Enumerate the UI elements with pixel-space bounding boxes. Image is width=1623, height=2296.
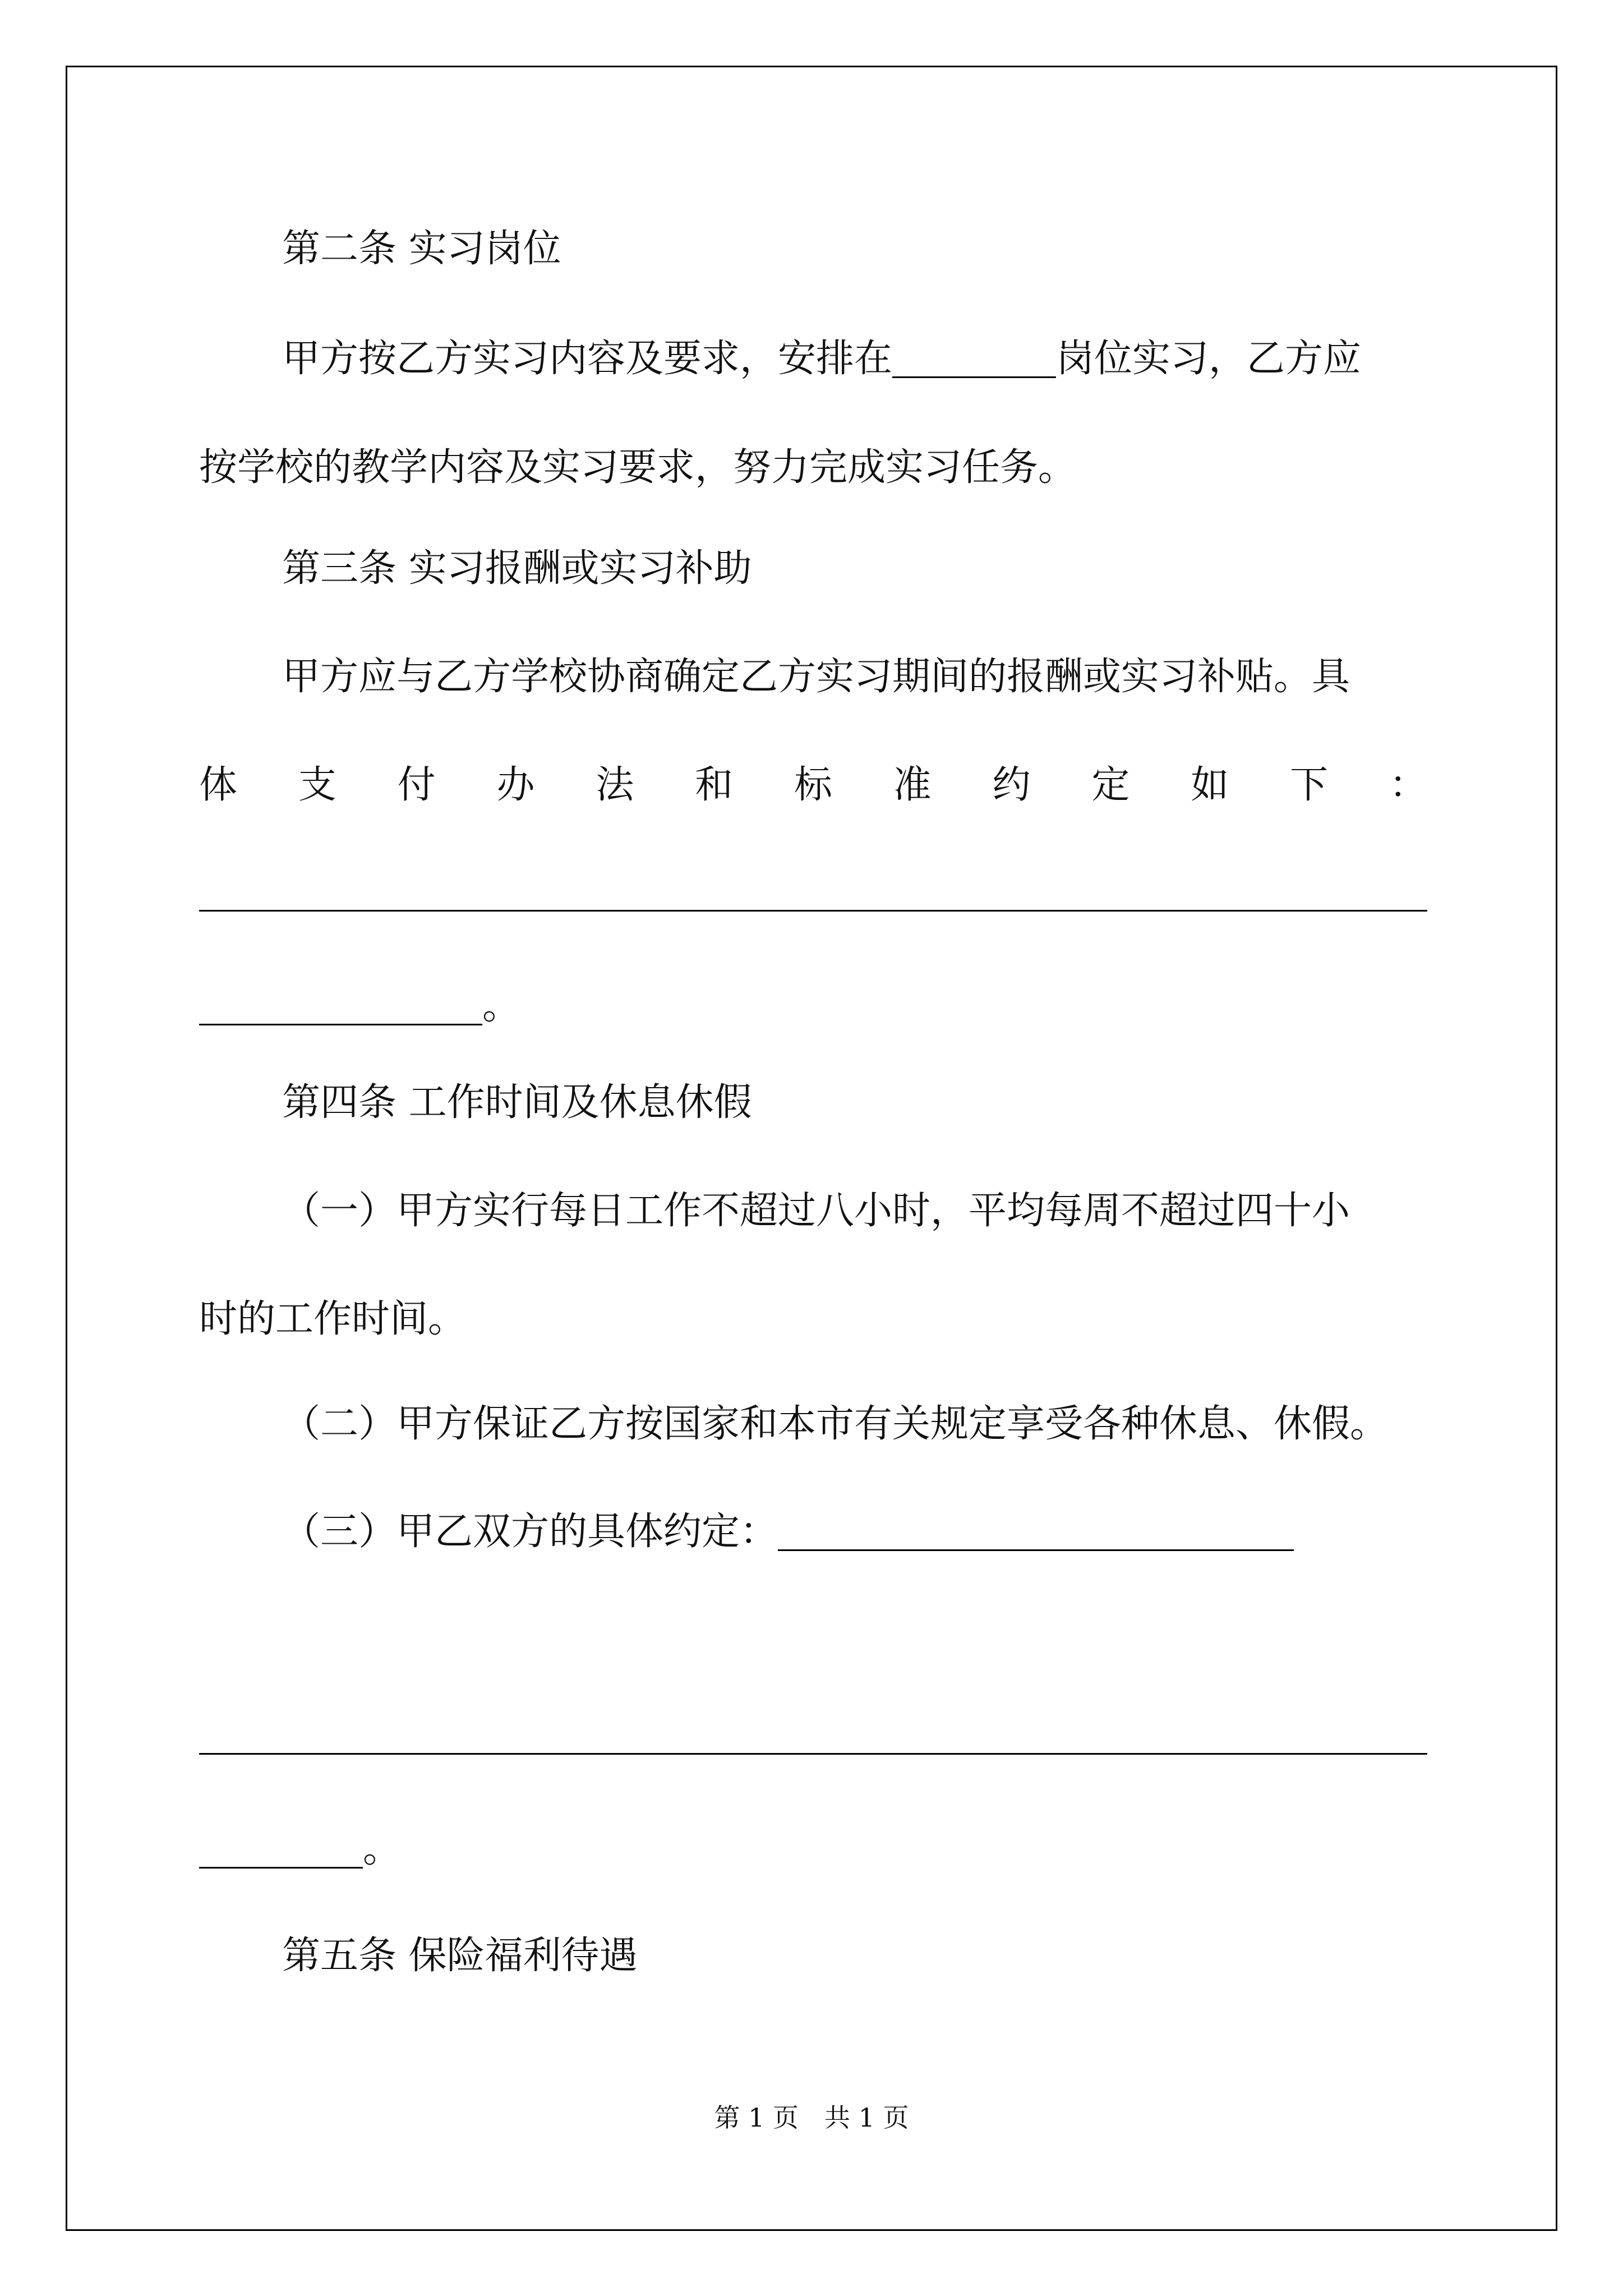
article2-paragraph-line1 (282, 337, 1362, 381)
article4-item1-line2: 时的工作时间。 (199, 1297, 467, 1341)
article2-text-before: 甲方按乙方实习内容及要求，安排在 (282, 337, 893, 381)
article4-item3 (282, 1510, 1294, 1554)
period-mark: 。 (482, 984, 521, 1028)
char: 和 (695, 763, 734, 807)
payment-blank-line (199, 910, 1427, 912)
article3-paragraph-line1: 甲方应与乙方学校协商确定乙方实习期间的报酬或实习补贴。具 (282, 655, 1350, 699)
char: 付 (397, 763, 436, 807)
article2-text-after: 岗位实习，乙方应 (1056, 337, 1362, 381)
article2-paragraph-line2: 按学校的教学内容及实习要求，努力完成实习任务。 (199, 445, 1077, 490)
char: 标 (794, 763, 832, 807)
period-mark: 。 (363, 1827, 402, 1871)
article3-paragraph-line2 (199, 763, 1427, 807)
agreement-blank-end (199, 1827, 402, 1871)
char: 准 (893, 763, 932, 807)
payment-blank-short (199, 988, 482, 1025)
char: 下 (1290, 763, 1329, 807)
char: 如 (1191, 763, 1229, 807)
page-number: 第 1 页 共 1 页 (714, 2102, 909, 2133)
article4-item2: （二）甲方保证乙方按国家和本市有关规定享受各种休息、休假。 (282, 1402, 1389, 1446)
char: ： (1389, 763, 1427, 807)
char: 法 (596, 763, 634, 807)
char: 体 (199, 763, 238, 807)
char: 办 (496, 763, 535, 807)
agreement-blank (778, 1513, 1294, 1551)
char: 约 (992, 763, 1031, 807)
post-name-blank (892, 341, 1056, 378)
page-border (66, 66, 1557, 2231)
article4-item1-line1: （一）甲方实行每日工作不超过八小时，平均每周不超过四十小 (282, 1189, 1350, 1233)
char: 定 (1091, 763, 1130, 807)
char: 支 (298, 763, 336, 807)
article3-heading: 第三条 实习报酬或实习补助 (282, 546, 752, 591)
agreement-blank-line (199, 1753, 1427, 1755)
article2-heading: 第二条 实习岗位 (282, 227, 561, 271)
article5-heading: 第五条 保险福利待遇 (282, 1934, 638, 1978)
payment-blank-end (199, 984, 521, 1028)
article4-heading: 第四条 工作时间及休息休假 (282, 1080, 752, 1125)
item3-label: （三）甲乙双方的具体约定： (282, 1510, 778, 1554)
agreement-blank-short (199, 1831, 363, 1869)
